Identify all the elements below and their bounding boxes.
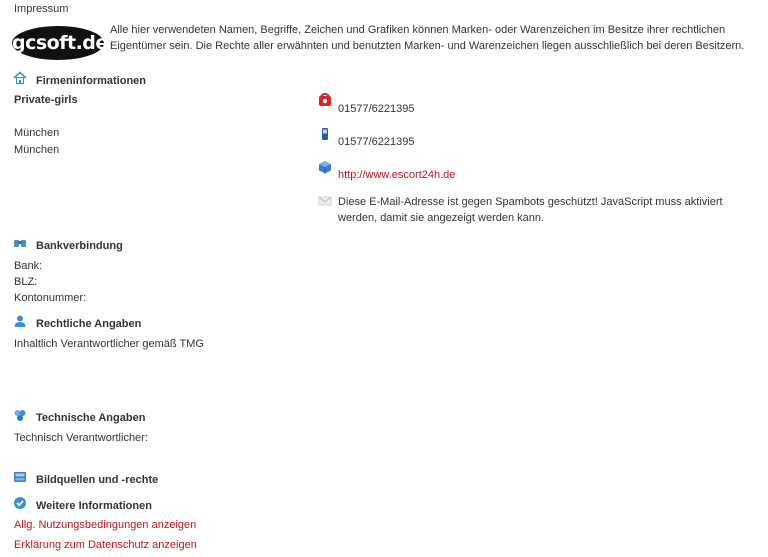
gears-icon [13, 408, 27, 422]
email-protection-notice: Diese E-Mail-Adresse ist gegen Spambots geschützt! JavaScript muss aktiviert werden, damit sie angezeigt werden kann. [338, 196, 723, 224]
blz-label: BLZ: [14, 276, 38, 288]
phone-icon [318, 93, 332, 107]
company-mobile: 01577/6221395 [338, 136, 415, 148]
bank-icon [13, 236, 27, 250]
company-phone: 01577/6221395 [338, 103, 415, 115]
images-heading: Bildquellen und -rechte [36, 474, 159, 486]
gcsoft-logo: gcsoft.de [12, 26, 104, 60]
trademark-disclaimer: Alle hier verwendeten Namen, Begriffe, Zeichen und Grafiken können Marken- oder Warenzeichen im Besitze ihrer rechtlichen Eigentümer sein. Die Rechte aller erwähnten und benutzten Marken- und Warenzeichen liegen ausschließlich bei deren Besitzern. [110, 24, 745, 52]
bank-heading: Bankverbindung [36, 240, 123, 252]
privacy-policy-link[interactable]: Erklärung zum Datenschutz anzeigen [14, 539, 197, 551]
technical-responsible: Technisch Verantwortlicher: [14, 432, 148, 444]
globe-cube-icon [318, 160, 332, 174]
mail-icon [318, 194, 332, 208]
company-heading: Firmeninformationen [36, 75, 147, 87]
company-city-2: München [14, 144, 60, 156]
mobile-phone-icon [318, 127, 332, 141]
company-name: Private-girls [14, 94, 78, 106]
terms-of-use-link[interactable]: Allg. Nutzungsbedingungen anzeigen [14, 519, 197, 531]
account-number-label: Kontonummer: [14, 292, 87, 304]
legal-heading: Rechtliche Angaben [36, 318, 142, 330]
checkmark-icon [13, 496, 27, 510]
home-icon [13, 71, 27, 85]
legal-responsible: Inhaltlich Verantwortlicher gemäß TMG [14, 338, 204, 350]
more-info-heading: Weitere Informationen [36, 500, 152, 512]
company-city-1: München [14, 127, 60, 139]
technical-heading: Technische Angaben [36, 412, 146, 424]
bank-label: Bank: [14, 260, 43, 272]
page-title: Impressum [14, 3, 69, 15]
company-website-link[interactable]: http://www.escort24h.de [338, 169, 456, 181]
person-icon [13, 314, 27, 328]
image-source-icon [13, 470, 27, 484]
